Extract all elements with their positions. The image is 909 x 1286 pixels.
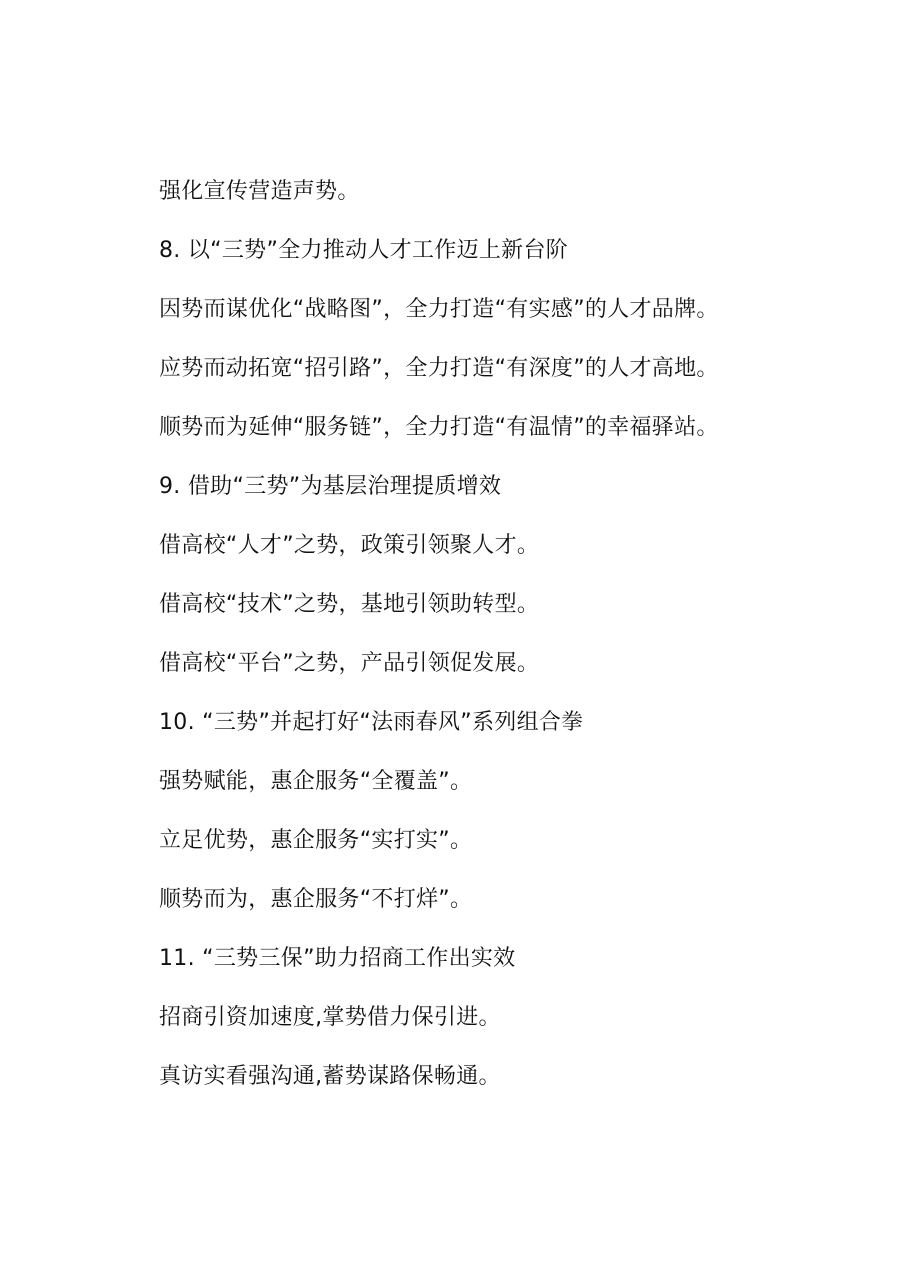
paragraph-line: 应势而动拓宽“招引路”，全力打造“有深度”的人才高地。 — [159, 356, 719, 381]
paragraph-line: 立足优势，惠企服务“实打实”。 — [159, 828, 473, 853]
paragraph-line: 借高校“技术”之势，基地引领助转型。 — [159, 592, 540, 617]
paragraph-line: 顺势而为，惠企服务“不打烊”。 — [159, 887, 473, 912]
paragraph-line: 强势赋能，惠企服务“全覆盖”。 — [159, 769, 473, 794]
paragraph-line: 因势而谋优化“战略图”，全力打造“有实感”的人才品牌。 — [159, 297, 719, 322]
section-heading-10: 10. “三势”并起打好“法雨春风”系列组合拳 — [159, 710, 584, 735]
paragraph-line: 借高校“人才”之势，政策引领聚人才。 — [159, 533, 540, 558]
document-body — [159, 162, 859, 1106]
section-heading-9: 9. 借助“三势”为基层治理提质增效 — [159, 474, 502, 499]
paragraph-line: 强化宣传营造声势。 — [159, 179, 360, 204]
paragraph-line: 顺势而为延伸“服务链”，全力打造“有温情”的幸福驿站。 — [159, 415, 719, 440]
section-heading-8: 8. 以“三势”全力推动人才工作迈上新台阶 — [159, 238, 569, 263]
paragraph-line: 招商引资加速度,掌势借力保引进。 — [159, 1005, 501, 1030]
paragraph-line: 借高校“平台”之势，产品引领促发展。 — [159, 651, 540, 676]
section-heading-11: 11. “三势三保”助力招商工作出实效 — [159, 946, 516, 971]
paragraph-line: 真访实看强沟通,蓄势谋路保畅通。 — [159, 1064, 501, 1089]
